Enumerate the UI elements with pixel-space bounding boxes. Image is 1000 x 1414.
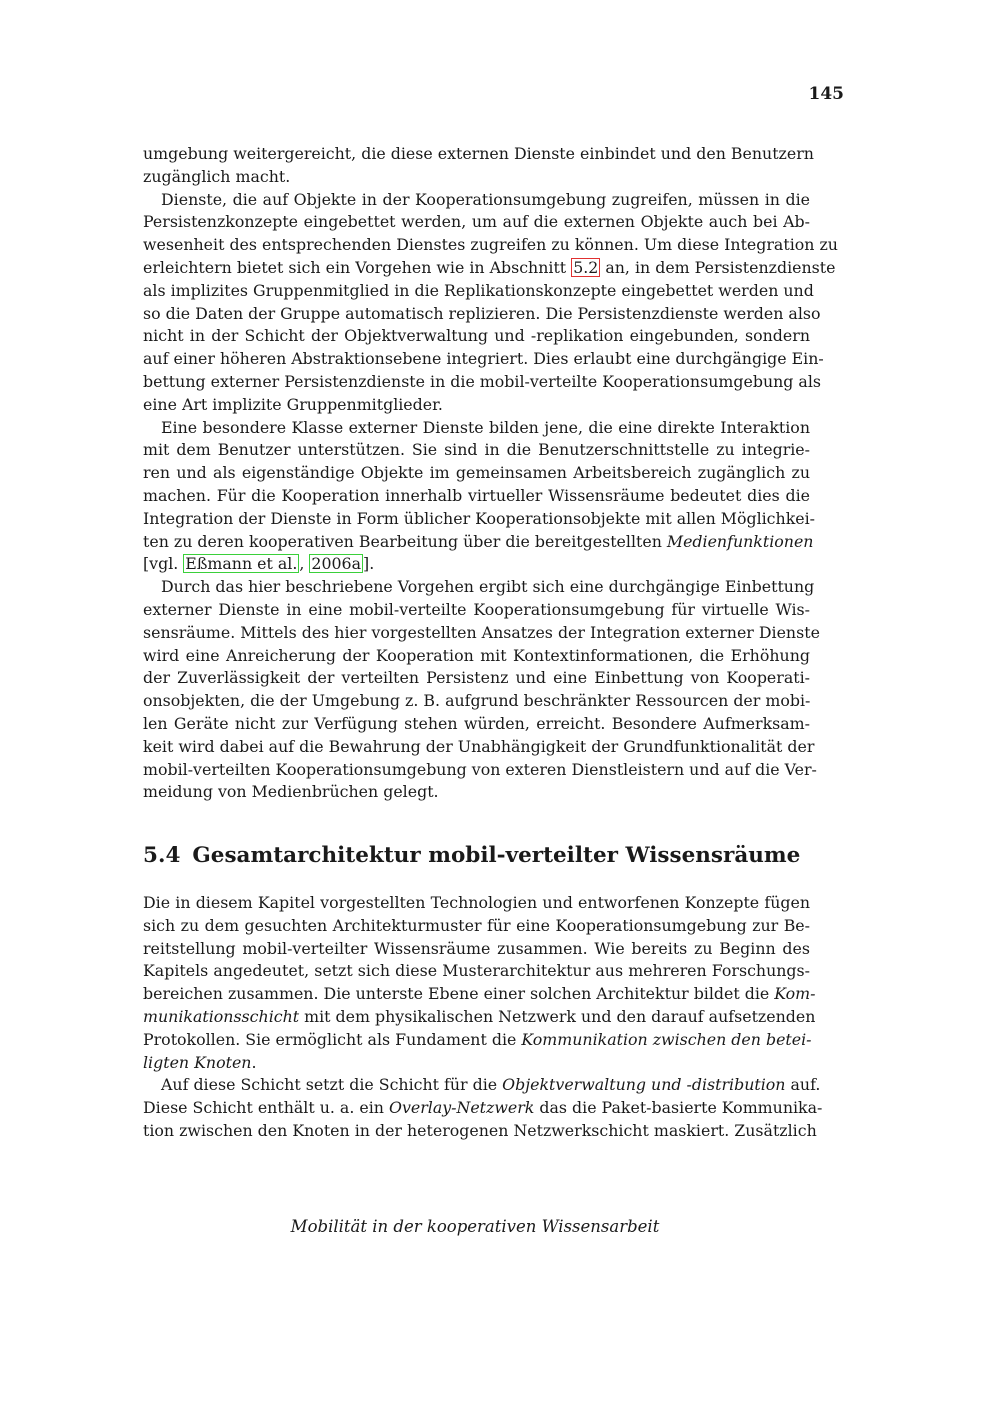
text-line: tion zwischen den Knoten in der heterogenen Netzwerkschicht maskiert. Zusätzlich xyxy=(143,1120,817,1140)
text-line xyxy=(143,983,816,1006)
text-line: len Geräte nicht zur Verfügung stehen würden, erreicht. Besondere Aufmerksam- xyxy=(143,713,810,733)
text-line: bettung externer Persistenzdienste in die mobil-verteilte Kooperationsumgebung als xyxy=(143,371,822,391)
emphasis-text: Kom- xyxy=(774,984,816,1004)
text-line: eine Art implizite Gruppenmitglieder. xyxy=(143,394,443,414)
text-run: auf. xyxy=(785,1075,821,1095)
emphasis-text: Kommunikation zwischen den betei- xyxy=(521,1029,812,1049)
text-line: so die Daten der Gruppe automatisch replizieren. Die Persistenzdienste werden also xyxy=(143,303,821,323)
text-line: meidung von Medienbrüchen gelegt. xyxy=(143,782,439,802)
text-line: onsobjekten, die der Umgebung z. B. aufgrund beschränkter Ressourcen der mobi- xyxy=(143,691,811,711)
text-run: an, in dem Persistenzdienste xyxy=(600,257,836,277)
text-line: auf einer höheren Abstraktionsebene integriert. Dies erlaubt eine durchgängige Ein- xyxy=(143,349,824,369)
text-line xyxy=(143,531,814,554)
text-line: Die in diesem Kapitel vorgestellten Technologien und entworfenen Konzepte fügen xyxy=(143,893,810,912)
text-line: Dienste, die auf Objekte in der Kooperationsumgebung zugreifen, müssen in die xyxy=(161,189,810,209)
text-line: Integration der Dienste in Form üblicher Kooperationsobjekte mit allen Möglichkei- xyxy=(143,508,816,528)
text-run: Auf diese Schicht setzt die Schicht für die xyxy=(161,1075,503,1095)
text-line: sensräume. Mittels des hier vorgestellten Ansatzes der Integration externer Dienste xyxy=(143,622,820,642)
text-line: Kapitels angedeutet, setzt sich diese Musterarchitektur aus mehreren Forschungs- xyxy=(143,961,810,981)
text-run: mit dem physikalischen Netzwerk und den darauf aufsetzenden xyxy=(299,1006,816,1026)
emphasis-text: ligten Knoten xyxy=(143,1052,252,1072)
text-line: sich zu dem gesuchten Architekturmuster für eine Kooperationsumgebung zur Be- xyxy=(143,915,810,935)
text-line: zugänglich macht. xyxy=(143,166,291,186)
text-run: Protokollen. Sie ermöglicht als Fundament die xyxy=(143,1029,522,1049)
text-line xyxy=(143,257,836,280)
text-line: als implizites Gruppenmitglied in die Replikationskonzepte eingebettet werden und xyxy=(143,280,814,300)
emphasis-text: Overlay-Netzwerk xyxy=(389,1098,535,1118)
emphasis-text: Medienfunktionen xyxy=(666,531,814,551)
text-line: externer Dienste in eine mobil-verteilte Kooperationsumgebung für virtuelle Wis- xyxy=(143,599,810,619)
text-line: umgebung weitergereicht, die diese externen Dienste einbindet und den Benutzern xyxy=(143,144,814,163)
text-run: ]. xyxy=(363,554,375,574)
body-text-block-1 xyxy=(143,143,838,804)
text-line xyxy=(143,1074,821,1097)
text-run: . xyxy=(251,1052,257,1072)
section-heading xyxy=(143,843,843,868)
emphasis-text: munikationsschicht xyxy=(143,1006,300,1026)
text-line xyxy=(143,1029,810,1052)
text-line: machen. Für die Kooperation innerhalb virtueller Wissensräume bedeutet dies die xyxy=(143,485,810,505)
text-run: bereichen zusammen. Die unterste Ebene einer solchen Architektur bildet die xyxy=(143,984,775,1004)
section-reference-link[interactable]: 5.2 xyxy=(573,257,599,277)
text-line: reitstellung mobil-verteilter Wissensräume zusammen. Wie bereits zu Beginn des xyxy=(143,938,810,958)
text-line xyxy=(143,1097,823,1120)
citation-link[interactable]: Eßmann et al. xyxy=(185,554,298,574)
text-run: erleichtern bietet sich ein Vorgehen wie in Abschnitt xyxy=(143,257,572,277)
emphasis-text: Objektverwaltung und -distribution xyxy=(502,1075,786,1095)
text-line xyxy=(143,1052,810,1075)
text-line xyxy=(143,553,810,576)
text-line xyxy=(143,1006,816,1029)
running-footer: Mobilität in der kooperativen Wissensarbeit xyxy=(290,1217,660,1236)
citation-link[interactable]: 2006a xyxy=(311,554,362,574)
text-line: Persistenzkonzepte eingebettet werden, um auf die externen Objekte auch bei Ab- xyxy=(143,212,810,232)
text-line: der Zuverlässigkeit der verteilten Persistenz und eine Einbettung von Kooperati- xyxy=(143,668,810,688)
text-run: , xyxy=(299,554,310,574)
text-run: das die Paket-basierte Kommunika- xyxy=(534,1098,823,1118)
section-number: 5.4 xyxy=(143,843,181,868)
text-run: ten zu deren kooperativen Bearbeitung über die bereitgestellten xyxy=(143,531,667,551)
text-line: wird eine Anreicherung der Kooperation mit Kontextinformationen, die Erhöhung xyxy=(143,645,810,665)
text-line: Eine besondere Klasse externer Dienste bilden jene, die eine direkte Interaktion xyxy=(161,417,810,437)
text-run: [vgl. xyxy=(143,554,184,574)
page-number: 145 xyxy=(808,84,844,104)
text-line: ren und als eigenständige Objekte im gemeinsamen Arbeitsbereich zugänglich zu xyxy=(143,463,810,483)
text-line: nicht in der Schicht der Objektverwaltung und -replikation eingebunden, sondern xyxy=(143,326,810,346)
body-text-block-2 xyxy=(143,892,823,1143)
text-line: Durch das hier beschriebene Vorgehen ergibt sich eine durchgängige Einbettung xyxy=(161,577,815,597)
section-title: Gesamtarchitektur mobil-verteilter Wissensräume xyxy=(192,843,801,868)
text-line: mit dem Benutzer unterstützen. Sie sind in die Benutzerschnittstelle zu integrie- xyxy=(143,440,810,460)
text-run: Diese Schicht enthält u. a. ein xyxy=(143,1098,389,1118)
text-line: wesenheit des entsprechenden Dienstes zugreifen zu können. Um diese Integration zu xyxy=(143,235,838,255)
text-line: keit wird dabei auf die Bewahrung der Unabhängigkeit der Grundfunktionalität der xyxy=(143,736,815,756)
text-line: mobil-verteilten Kooperationsumgebung von exteren Dienstleistern und auf die Ver- xyxy=(143,759,817,779)
